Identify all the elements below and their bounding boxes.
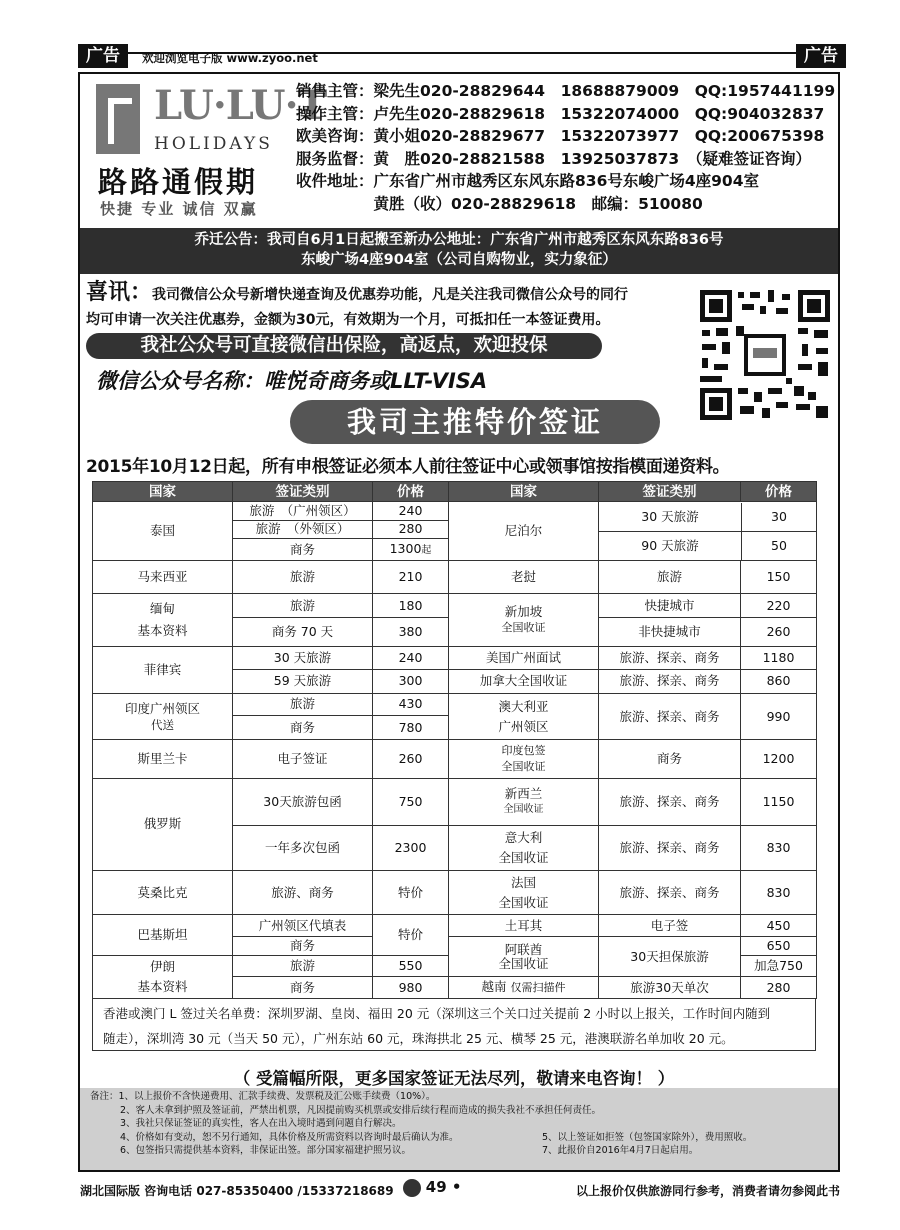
news-block [86, 280, 696, 333]
page-number: 49 • [390, 1178, 474, 1197]
main-banner: 我司主推特价签证 [290, 400, 660, 444]
visa-type: 商务 [233, 538, 373, 560]
contact-supervision: 服务监督：黄 胜020-28821588 13925037873 （疑难签证咨询） [296, 149, 811, 168]
visa-price: 180 [373, 593, 449, 617]
hk-note-line2: 随走），深圳湾 30 元（当天 50 元），广州东站 60 元，珠海拱北 25 元、横琴 25 元，港澳联游名单加收 20 元。 [103, 1031, 734, 1046]
remarks-block [80, 1088, 838, 1170]
country-name: 澳大利亚 [498, 698, 549, 714]
visa-price: 780 [373, 716, 449, 740]
visa-type: 90 天旅游 [599, 532, 742, 560]
visa-price: 830 [741, 870, 817, 915]
move-notice [80, 228, 838, 274]
country-name: 新加坡 [504, 603, 543, 619]
visa-type: 电子签 [599, 915, 741, 936]
visa-price: 260 [741, 618, 817, 646]
contact-receiver: 黄胜（收）020-28829618 邮编：510080 [296, 194, 703, 213]
country-turkey: 土耳其 [449, 915, 599, 936]
visa-price: 260 [373, 740, 449, 779]
header-type: 签证类别 [233, 482, 373, 502]
move-notice-line2: 东峻广场4座904室（公司自购物业，实力象征） [301, 252, 617, 268]
remark-5: 5、以上签证如拒签（包签国家除外），费用照收。 [542, 1131, 753, 1143]
country-philippines: 菲律宾 [93, 646, 233, 693]
country-note: 全国收证 [498, 894, 549, 910]
visa-type: 30天旅游包函 [233, 779, 373, 826]
visa-type: 旅游 [233, 561, 373, 594]
visa-type: 商务 [233, 977, 373, 999]
visa-type: 旅游 （外领区） [233, 520, 373, 538]
visa-type: 旅游、探亲、商务 [599, 825, 741, 870]
table-row [93, 870, 817, 915]
table-row [93, 593, 817, 617]
visa-type: 商务 [233, 716, 373, 740]
page-footer [78, 1176, 840, 1202]
visa-type: 旅游 [233, 956, 373, 977]
country-name: 越南 [481, 979, 507, 995]
visa-type: 30天担保旅游 [599, 936, 741, 977]
country-myanmar [93, 593, 233, 646]
header-type-2: 签证类别 [599, 482, 741, 502]
visa-type: 旅游 [233, 593, 373, 617]
country-name: 阿联酋 [504, 941, 543, 957]
nepal-subtable [599, 502, 817, 561]
logo-brand-cn: 路路通假期 [98, 165, 259, 199]
contact-address: 收件地址：广东省广州市越秀区东风东路836号东峻广场4座904室 [296, 172, 759, 190]
hk-note-line1: 香港或澳门 L 签过关名单费：深圳罗湖、皇岗、福田 20 元（深圳这三个关口过关提前 2 小时以上报关，工作时间内随到 [103, 1006, 771, 1021]
country-laos: 老挝 [449, 561, 599, 594]
news-line1: 我司微信公众号新增快递查询及优惠券功能，凡是关注我司微信公众号的同行 [152, 287, 629, 303]
visa-price: 280 [373, 520, 449, 538]
country-note: 全国收证 [501, 620, 546, 634]
visa-price: 1150 [741, 779, 817, 826]
visa-price: 830 [741, 825, 817, 870]
visa-type: 30 天旅游 [233, 646, 373, 669]
visa-type: 非快捷城市 [599, 618, 741, 646]
country-singapore [449, 593, 599, 646]
visa-type: 59 天旅游 [233, 670, 373, 693]
country-vietnam [449, 977, 599, 999]
visa-price: 加急750 [741, 956, 817, 977]
country-italy [449, 825, 599, 870]
visa-price-value: 1300 [389, 540, 422, 556]
contact-operation: 操作主管：卢先生020-28829618 15322074000 QQ:904032837 [296, 104, 825, 123]
country-usa: 美国广州面试 [449, 646, 599, 669]
country-srilanka: 斯里兰卡 [93, 740, 233, 779]
news-title: 喜讯： [86, 280, 153, 305]
visa-price: 220 [741, 593, 817, 617]
visa-price: 550 [373, 956, 449, 977]
visa-price: 特价 [373, 870, 449, 915]
visa-price: 特价 [373, 915, 449, 956]
country-note: 全国收证 [503, 804, 544, 815]
table-row [93, 693, 817, 715]
country-note: 全国收证 [498, 955, 549, 971]
remark-4-row [90, 1131, 838, 1145]
table-row [93, 740, 817, 779]
country-russia: 俄罗斯 [93, 779, 233, 871]
visa-type: 旅游30天单次 [599, 977, 741, 999]
remark-2: 2、客人未拿到护照及签证前，严禁出机票，凡因提前购买机票或安排后续行程而造成的损失我社不承担任何责任。 [120, 1104, 602, 1116]
visa-type: 广州领区代填表 [233, 915, 373, 936]
visa-price: 650 [741, 936, 817, 955]
visa-price: 210 [373, 561, 449, 594]
logo-brand-en: LU·LU·T [154, 82, 327, 129]
remark-4: 4、价格如有变动，恕不另行通知，具体价格及所需资料以咨询时最后确认为准。 [120, 1131, 459, 1143]
logo-holidays: HOLIDAYS [154, 134, 273, 154]
limit-note: （ 受篇幅所限，更多国家签证无法尽列，敬请来电咨询！ ） [233, 1069, 675, 1088]
visa-price: 300 [373, 670, 449, 693]
visa-price: 240 [373, 502, 449, 520]
visa-type: 旅游、探亲、商务 [599, 870, 741, 915]
remark-7: 7、此报价自2016年4月7日起启用。 [542, 1145, 699, 1156]
remark-6-row [90, 1144, 838, 1158]
country-name: 法国 [510, 874, 536, 890]
visa-price: 980 [373, 977, 449, 999]
visa-price: 860 [741, 670, 817, 693]
contact-sales: 销售主管：梁先生020-28829644 18688879009 QQ:1957441199 [296, 82, 836, 100]
news-line2: 均可申请一次关注优惠券，金额为30元，有效期为一个月，可抵扣任一本签证费用。 [86, 312, 610, 328]
table-row [93, 915, 817, 936]
page-number-value: 49 [425, 1178, 447, 1196]
table-header-row [93, 482, 817, 502]
country-mozambique: 莫桑比克 [93, 870, 233, 915]
visa-type: 旅游 [233, 693, 373, 715]
visa-price: 1180 [741, 646, 817, 669]
country-name: 印度包签 [501, 744, 546, 758]
move-notice-line1: 乔迁公告：我司自6月1日起搬至新办公地址：广东省广州市越秀区东风东路836号 [194, 232, 724, 248]
visa-price: 2300 [373, 825, 449, 870]
visa-price [373, 538, 449, 560]
contact-list [296, 80, 835, 215]
visa-price: 280 [741, 977, 817, 999]
company-logo [96, 80, 327, 220]
insurance-banner: 我社公众号可直接微信出保险，高返点，欢迎投保 [86, 333, 602, 359]
visa-type: 快捷城市 [599, 593, 741, 617]
visa-type: 电子签证 [233, 740, 373, 779]
country-name: 意大利 [504, 829, 543, 845]
visa-type: 30 天旅游 [599, 503, 742, 531]
country-note: 代送 [151, 717, 174, 732]
visa-type: 一年多次包函 [233, 825, 373, 870]
remark-1: 备注：1、以上报价不含快递费用、汇款手续费、发票税及汇公账手续费（10%）。 [90, 1091, 436, 1102]
qr-code-icon[interactable] [698, 288, 832, 422]
visa-price: 450 [741, 915, 817, 936]
ad-tag-right: 广告 [796, 44, 846, 68]
country-france [449, 870, 599, 915]
visa-price-table [92, 481, 817, 999]
visa-price: 380 [373, 618, 449, 646]
country-name: 印度广州领区 [124, 700, 200, 716]
country-india-biz [449, 740, 599, 779]
header-country-2: 国家 [449, 482, 599, 502]
visa-type: 旅游 [599, 561, 741, 594]
country-note: 基本资料 [137, 622, 188, 638]
contact-europe: 欧美咨询：黄小姐020-28829677 15322073977 QQ:200675398 [296, 127, 825, 145]
visa-price: 1200 [741, 740, 817, 779]
visa-type: 商务 70 天 [233, 618, 373, 646]
country-name: 缅甸 [149, 600, 175, 616]
country-thailand: 泰国 [93, 502, 233, 561]
country-malaysia: 马来西亚 [93, 561, 233, 594]
footer-contact: 湖北国际版 咨询电话 027-85350400 /15337218689 [80, 1184, 394, 1198]
country-note: 全国收证 [501, 760, 546, 774]
site-link[interactable]: 欢迎浏览电子版 www.zyoo.net [142, 51, 318, 65]
header-price-2: 价格 [741, 482, 817, 502]
visa-price: 990 [741, 693, 817, 740]
ad-tag-left: 广告 [78, 44, 128, 68]
country-pakistan: 巴基斯坦 [93, 915, 233, 956]
wechat-name: 微信公众号名称：唯悦奇商务或LLT-VISA [96, 369, 488, 393]
country-uae [449, 936, 599, 977]
visa-type: 商务 [599, 740, 741, 779]
visa-price: 150 [741, 561, 817, 594]
visa-price: 240 [373, 646, 449, 669]
table-row [93, 502, 817, 520]
visa-type: 旅游、探亲、商务 [599, 646, 741, 669]
country-nepal: 尼泊尔 [449, 502, 599, 561]
visa-type: 旅游 （广州领区） [233, 502, 373, 520]
visa-type: 旅游、商务 [233, 870, 373, 915]
page-mark-icon [403, 1179, 421, 1197]
country-name: 伊朗 [149, 959, 175, 975]
logo-mark-icon [96, 84, 140, 154]
header-country: 国家 [93, 482, 233, 502]
country-australia [449, 693, 599, 740]
schengen-note: 2015年10月12日起，所有申根签证必须本人前往签证中心或领事馆按指模面递资料。 [86, 457, 730, 477]
country-note: 全国收证 [498, 849, 549, 865]
visa-price: 50 [771, 537, 787, 553]
country-canada: 加拿大全国收证 [449, 670, 599, 693]
country-name: 新西兰 [504, 786, 543, 801]
visa-type: 旅游、探亲、商务 [599, 670, 741, 693]
visa-price: 30 [771, 508, 787, 524]
remark-3: 3、我社只保证签证的真实性，客人在出入境时遇到问题自行解决。 [120, 1118, 402, 1129]
table-row [93, 561, 817, 594]
country-nz [449, 779, 599, 826]
logo-slogan: 快捷 专业 诚信 双赢 [100, 200, 258, 218]
country-iran [93, 956, 233, 999]
table-row [93, 646, 817, 669]
header-price: 价格 [373, 482, 449, 502]
country-note: 基本资料 [137, 979, 188, 995]
country-note: 广州领区 [498, 718, 549, 734]
visa-price: 750 [373, 779, 449, 826]
visa-type: 旅游、探亲、商务 [599, 693, 741, 740]
visa-type: 商务 [233, 936, 373, 955]
country-note: 仅需扫描件 [510, 981, 566, 995]
footer-disclaimer: 以上报价仅供旅游同行参考，消费者请勿参阅此书 [575, 1184, 840, 1198]
remark-6: 6、包签指只需提供基本资料，非保证出签。部分国家福建护照另议。 [120, 1145, 412, 1156]
visa-type: 旅游、探亲、商务 [599, 779, 741, 826]
price-suffix: 起 [421, 544, 432, 556]
visa-price: 430 [373, 693, 449, 715]
table-row [93, 779, 817, 826]
hk-macau-note [92, 999, 816, 1051]
country-india [93, 693, 233, 740]
